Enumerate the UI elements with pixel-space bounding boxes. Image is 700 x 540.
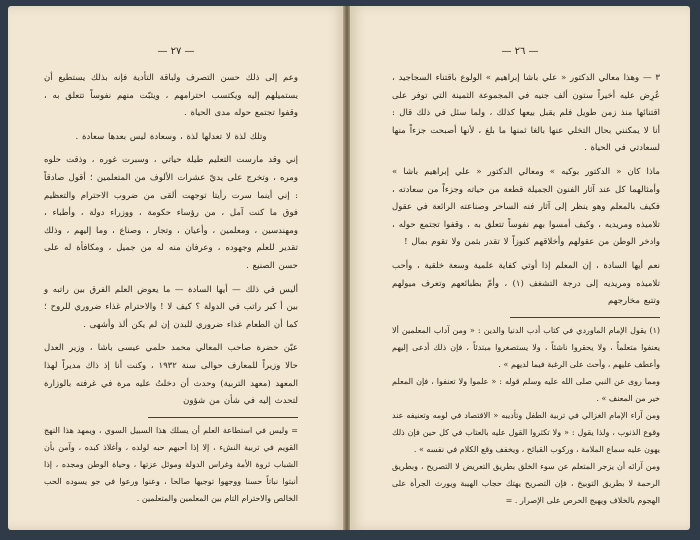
page-body bbox=[392, 70, 660, 509]
paragraph: وعم إلى ذلك حسن التصرف ولباقة التأدية فإنه بذلك يستطيع أن يستميلهم إليه ويكتسب احترامهم ، ويثبّت منهم نفوساً تتعلق به ، وقفوا تجتمع حوله مدى الحياة . bbox=[44, 73, 298, 119]
footnote: ومما روى عن النبي صلى الله عليه وسلم قوله : « علموا ولا تعنفوا ، فإن المعلم خير من المعنف » . bbox=[392, 376, 660, 403]
paragraph: أليس في ذلك — أيها السادة — ما يعوض العلم الفرق بين راتبه و بين أ كبر راتب في الدولة ؟ كيف لا ! والاحترام غذاء ضروري للروح ؛ كما أن الطعام غذاء ضروري للبدن إن لم يكن ألذ وأشهى . bbox=[44, 284, 298, 330]
right-book-page bbox=[350, 6, 690, 530]
paragraph: عيّن حضرة صاحب المعالي محمد حلمي عيسى باشا ، وزير العدل حالا وزيراً للمعارف حوالى سنة ١٩٣٢ ، وكنت أنا إذ ذاك مديراً لهذا المعهد (معهد التربية) وحدث أن دخلتُ عليه مرة في غرفته بالوزارة لتحدث إليه في شأن من شؤون bbox=[44, 343, 298, 407]
footnote-separator bbox=[510, 317, 660, 318]
paragraph: ٣ — وهذا معالي الدكتور « علي باشا إبراهيم » الولوع باقتناء السجاجيد ، عُرِض عليه أخيراً ستون ألف جنيه في المجموعة الثمينة التي توفر على اقتنائها منذ زمن طويل فلم يقبل بيعها كذلك ، ولما سئل في ذلك قال : أنا لا يمكنني بحال التخلي عنها بالغا ثمنها ما بلغ ، لأنها أصبحت جزءاً منها لسعادتي في الحياة . bbox=[392, 73, 660, 154]
paragraph: وتلك لذة لا تعدلها لذة ، وسعادة ليس بعدها سعادة . bbox=[75, 131, 267, 142]
page-number: — ٢٦ — bbox=[501, 46, 539, 57]
paragraph: إني وقد مارست التعليم طيلة حياتي ، وسبرت غوره ، وذقت حلوه ومره ، وتخرج على يديّ عشرات الألوف من المتعلمين ؛ أقول صادقاً : إني أينما سرت رأيتا توجهت ألقى من ضروب الاحترام والتعظيم فوق ما كنت آمل ، من رؤساء حكومة ، ووزراء دولة ، وأطباء ، ومهندسين ، ومعلمين ، وأعيان ، وتجار ، وصناع ، وما إليهم ، وذلك تقدير للعلم وجهوده ، وعرفان منه له من جميل ، ومكافأة له على حسن الصنيع . bbox=[44, 155, 298, 271]
footnote-separator bbox=[148, 417, 298, 418]
paragraph: ماذا كان « الدكتور بوكيه » ومعالي الدكتور « علي إبراهيم باشا » وأمثالهما كل عند آثار الفنون الجميلة قطعة من حياته وجزءاً من سعادته ، فكيف بالمعلم وهو ينظر إلى آثار فنه الساحر وصناعته الرائعة في عقول تلاميذه ومريديه ، وكيف أمسوا بهم نفوساً تتعلق به ، وقفوا تجتمع حوله ، وادخر الوطن من عقولهم وأخلاقهم كنوزاً لا تقدر بثمن ولا تقوم بمال ! bbox=[392, 166, 660, 248]
footnote: ومن آراء الإمام الغزالي في تربية الطفل وتأديبه « الاقتصاد في لومه وتعنيفه عند وقوع الذنوب ، ولذا يقول : « ولا تكثروا القول عليه بالعتاب في كل حين فإن ذلك يهون عليه سماع الملامة ، وركوب القبائح ، ويخفف وقع الكلام في نفسه » . bbox=[392, 410, 660, 454]
footnote: (١) يقول الإمام الماوردي في كتاب أدب الدنيا والدين : « ومن آداب المعلمين ألا يعنفوا متعلماً ، ولا يحقروا ناشئاً ، ولا يستصغروا مبتدئاً ، فإن ذلك أدعى إليهم وأعطف عليهم ، وأحث على الرغبة فيما لديهم » . bbox=[392, 325, 660, 369]
footnote: = وليس في استطاعة العلم أن يسلك هذا السبيل السوي ، ويمهد هذا النهج القويم في تربية النشء ، إلا إذا أحبهم حبه لولده ، وأغلاذ كبده ، وآمن بأن الشباب ثروة الأمة وغراس الدولة وموئل عزتها ، وحياة الوطن ومجده ، إذا أنبتوا نباتاً حسنا ووجهوا توجيها صالحا ، وعنوا ورعوا في جو يسوده الحب الخالص والاحترام التام بين المعلمين والمتعلمين . bbox=[44, 425, 298, 503]
page-number: — ٢٧ — bbox=[157, 46, 195, 57]
footnote: ومن آرائه أن يزجر المتعلم عن سوء الخلق بطريق التعريض لا التصريح ، وبطريق الرحمة لا بطريق التوبيخ ، فإن التصريح يهتك حجاب الهيبة ويورث الجرأة على الهجوم بالخلاف ويهيج الحرص على الإصرار . = bbox=[392, 461, 660, 505]
paragraph: نعم أيها السادة ، إن المعلم إذا أوتي كفاية علمية وسعة خلقية ، وأحب تلاميذه ومريديه إلى درجة التشغف (١) ، وأمّ بطبائعهم وتعرف ميولهم وتتبع مخارجهم bbox=[392, 260, 660, 307]
page-body bbox=[44, 70, 298, 507]
left-book-page bbox=[8, 6, 344, 530]
